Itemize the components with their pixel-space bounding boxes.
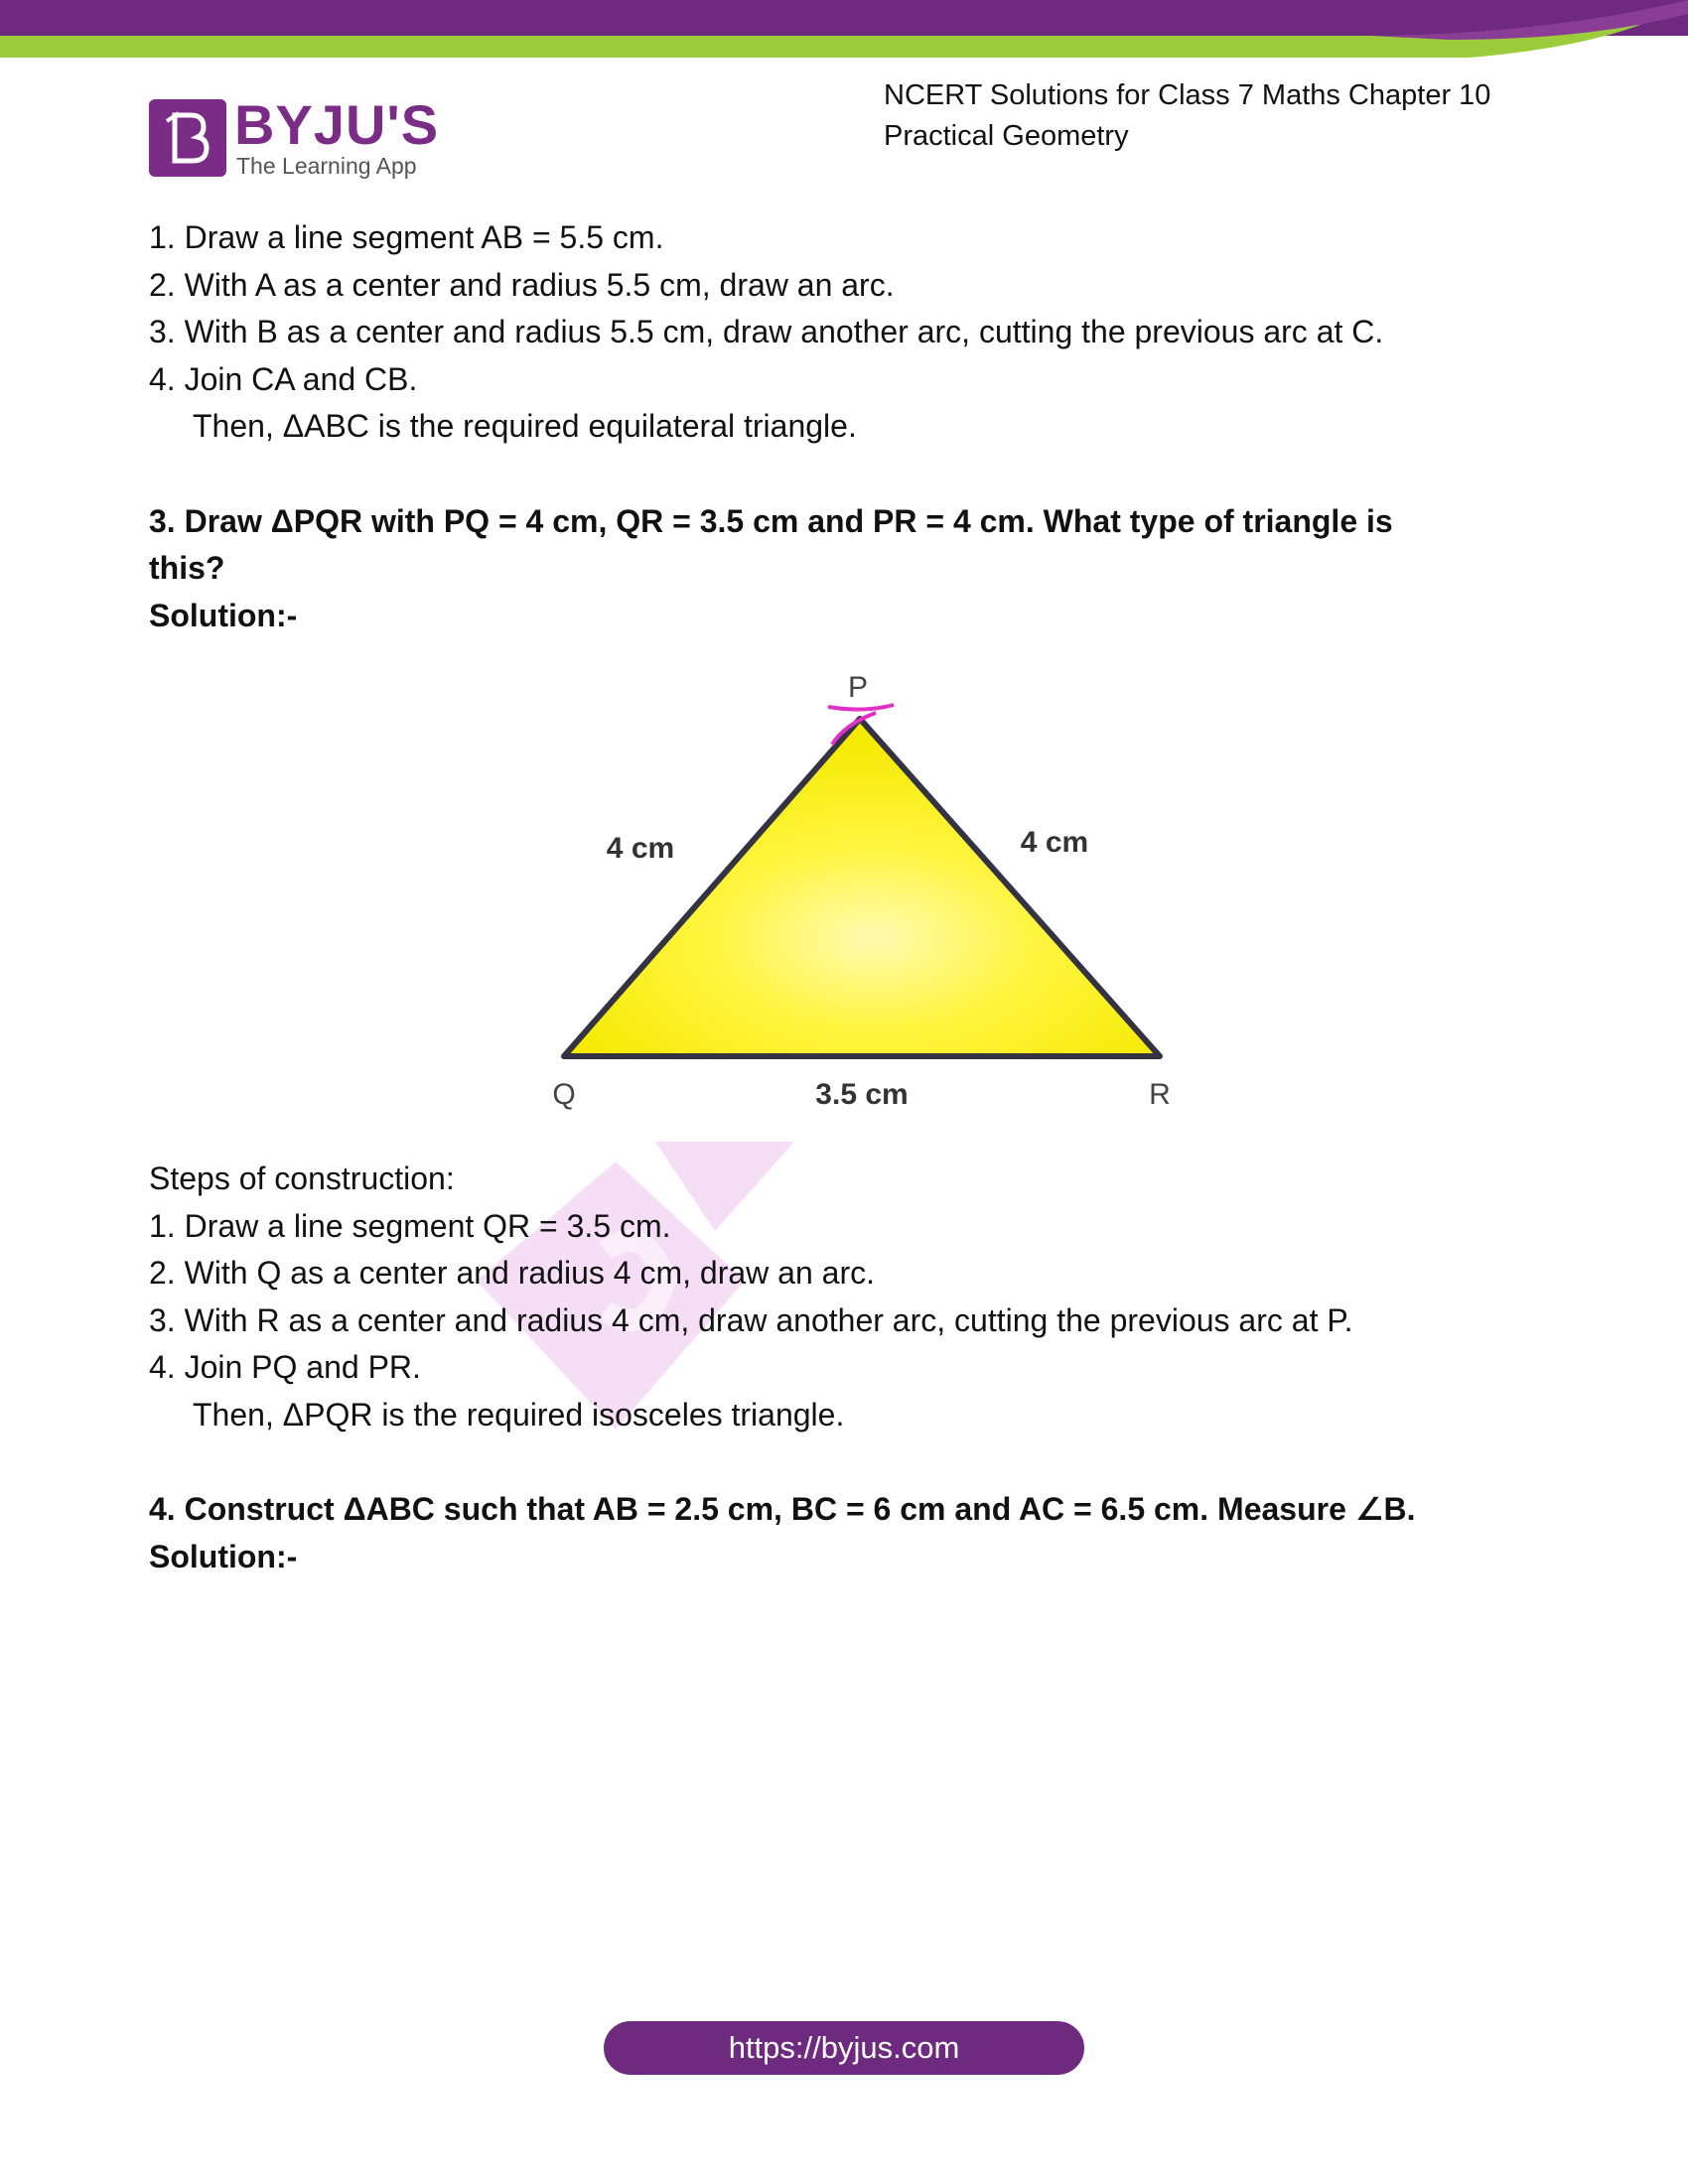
construction-step-4: 4. Join PQ and PR. (149, 1349, 421, 1385)
document-header (884, 75, 1490, 157)
spacer (149, 1438, 1559, 1486)
solution-label-3: Solution:- (149, 597, 298, 633)
side-label-qr: 3.5 cm (815, 1078, 909, 1111)
brand-name: BYJU'S (234, 93, 440, 156)
side-label-pr: 4 cm (1020, 826, 1089, 859)
solution-label-4: Solution:- (149, 1538, 298, 1574)
logo-mark (149, 99, 226, 177)
header-title-line1: NCERT Solutions for Class 7 Maths Chapter 10 (884, 79, 1491, 111)
question-3-line2: this? (149, 550, 225, 586)
construction-step-3: 3. With R as a center and radius 4 cm, draw another arc, cutting the previous arc at P. (149, 1301, 1353, 1338)
brand-tagline: The Learning App (236, 153, 417, 179)
footer-url-link[interactable]: https://byjus.com (604, 2021, 1084, 2075)
top-banner (0, 0, 1688, 60)
construction-conclusion: Then, ΔPQR is the required isosceles triangle. (193, 1396, 845, 1433)
header-title-line2: Practical Geometry (884, 120, 1129, 152)
side-label-pq: 4 cm (606, 832, 675, 865)
prev-step-1: 1. Draw a line segment AB = 5.5 cm. (149, 219, 664, 255)
prev-step-4: 4. Join CA and CB. (149, 360, 418, 397)
vertex-label-p: P (847, 671, 869, 704)
main-content (149, 214, 1559, 1580)
construction-step-1: 1. Draw a line segment QR = 3.5 cm. (149, 1207, 671, 1244)
triangle-pqr (564, 719, 1160, 1056)
construction-arc-left (828, 705, 894, 710)
prev-step-3: 3. With B as a center and radius 5.5 cm, draw another arc, cutting the previous arc at C. (149, 314, 1384, 349)
question-4: 4. Construct ΔABC such that AB = 2.5 cm, BC = 6 cm and AC = 6.5 cm. Measure ∠B. (149, 1491, 1416, 1527)
vertex-label-r: R (1149, 1078, 1171, 1111)
construction-heading: Steps of construction: (149, 1160, 455, 1196)
question-3-line1: 3. Draw ΔPQR with PQ = 4 cm, QR = 3.5 cm and PR = 4 cm. What type of triangle is (149, 502, 1393, 539)
prev-step-2: 2. With A as a center and radius 5.5 cm, draw an arc. (149, 266, 895, 303)
byjus-logo (149, 95, 447, 181)
triangle-diagram (149, 639, 1559, 1156)
prev-conclusion: Then, ΔABC is the required equilateral triangle. (193, 408, 857, 444)
spacer (149, 451, 1559, 498)
vertex-label-q: Q (552, 1078, 576, 1111)
construction-step-2: 2. With Q as a center and radius 4 cm, draw an arc. (149, 1255, 875, 1291)
triangle-figure (149, 639, 1559, 1156)
